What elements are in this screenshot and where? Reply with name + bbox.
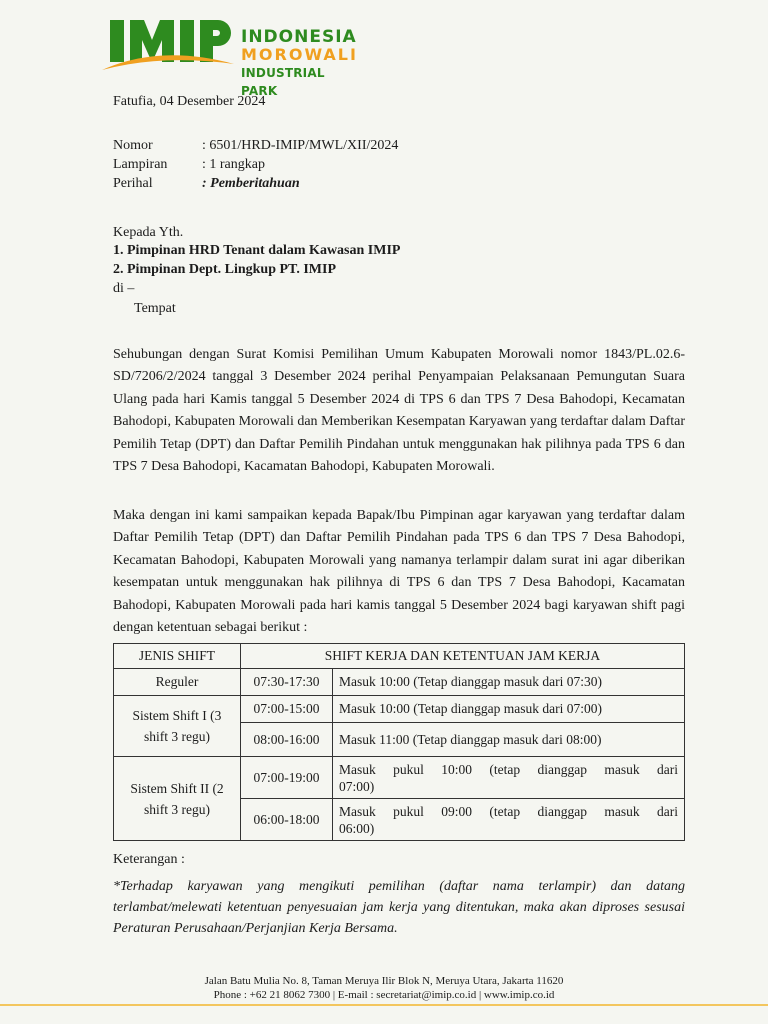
footer-contact: Phone : +62 21 8062 7300 | E-mail : secretariat@imip.co.id | www.imip.co.id: [213, 989, 555, 1001]
shift-table: [113, 643, 685, 841]
cell-time: 07:00-19:00: [241, 757, 333, 799]
recipient-2: 2. Pimpinan Dept. Lingkup PT. IMIP: [113, 262, 337, 277]
meta-label-nomor: Nomor: [113, 138, 153, 153]
logo-wordmark: [241, 28, 360, 100]
cell-rule-line-1: Masuk pukul 10:00 (tetap dianggap masuk dari: [339, 761, 678, 777]
meta-label-perihal: Perihal: [113, 176, 153, 191]
cell-time: 07:00-15:00: [241, 696, 333, 723]
recipient-di: di –: [113, 281, 135, 296]
header-jenis-shift: JENIS SHIFT: [114, 644, 241, 669]
cell-type-shift-1: Sistem Shift I (3 shift 3 regu): [114, 696, 241, 757]
cell-time: 06:00-18:00: [241, 799, 333, 841]
body-paragraph-1: Sehubungan dengan Surat Komisi Pemilihan Umum Kabupaten Morowali nomor 1843/PL.02.6-SD/7206/2/2024 tanggal 3 Desember 2024 perihal Penyampaian Pelaksanaan Pemungutan Suara Ulang pada hari Kamis tanggal 5 Desember 2024 di TPS 6 dan TPS 7 Desa Bahodopi, Kecamatan Bahodopi, Kabupaten Morowali dan Memberikan Kesempatan Karyawan yang terdaftar dalam Daftar Pemilih Tetap (DPT) dan Daftar Pemilih Pindahan untuk menggunakan hak pilihnya pada TPS 6 dan TPS 7 Desa Bahodopi, Kacamatan Bahodopi, Kabupaten Morowali.: [113, 347, 685, 475]
logo-line-indonesia: INDONESIA: [241, 27, 357, 47]
keterangan-text: *Terhadap karyawan yang mengikuti pemilihan (daftar nama terlampir) dan datang terlambat/melewati ketentuan penyesuaian jam kerja yang ditentukan, maka akan diproses sesusai Peraturan Perusahaan/Perjanjian Kerja Bersama.: [113, 879, 685, 936]
table-row: [114, 669, 685, 696]
company-logo: [100, 14, 360, 98]
cell-time: 07:30-17:30: [241, 669, 333, 696]
logo-line-industrial-park: INDUSTRIAL PARK: [241, 66, 325, 98]
cell-rule: Masuk 10:00 (Tetap dianggap masuk dari 07:30): [333, 669, 685, 696]
cell-rule-line-2: 06:00): [339, 820, 375, 836]
table-row: [114, 757, 685, 799]
letter-date: Fatufia, 04 Desember 2024: [113, 94, 266, 109]
meta-value-perihal: : Pemberitahuan: [202, 176, 300, 191]
recipient-place: Tempat: [134, 301, 176, 316]
cell-type-reguler: Reguler: [114, 669, 241, 696]
meta-value-nomor: : 6501/HRD-IMIP/MWL/XII/2024: [202, 138, 399, 153]
cell-type-shift-2: Sistem Shift II (2 shift 3 regu): [114, 757, 241, 841]
cell-rule: [333, 757, 685, 799]
logo-line-morowali: MOROWALI: [241, 45, 358, 64]
cell-rule-line-1: Masuk pukul 09:00 (tetap dianggap masuk dari: [339, 803, 678, 819]
header-shift-kerja: SHIFT KERJA DAN KETENTUAN JAM KERJA: [241, 644, 685, 669]
greeting: Kepada Yth.: [113, 225, 184, 240]
meta-value-lampiran: : 1 rangkap: [202, 157, 265, 172]
cell-rule: Masuk 11:00 (Tetap dianggap masuk dari 08:00): [333, 723, 685, 757]
imip-logo-mark: [100, 14, 236, 76]
cell-time: 08:00-16:00: [241, 723, 333, 757]
table-row: [114, 696, 685, 723]
body-paragraph-2: Maka dengan ini kami sampaikan kepada Bapak/Ibu Pimpinan agar karyawan yang terdaftar dalam Daftar Pemilih Tetap (DPT) dan Daftar Pemilih Pindahan pada TPS 6 dan TPS 7 Desa Bahodopi, Kecamatan Bahodopi, Kabupaten Morowali yang namanya terlampir dalam surat ini agar diberikan kesempatan untuk menggunakan hak pilihnya di TPS 6 dan TPS 7 Desa Bahodopi, Kacamatan Bahodopi, Kabupaten Morowali pada hari kamis tanggal 5 Desember 2024 bagi karyawan shift pagi dengan ketentuan sebagai berikut :: [113, 508, 685, 636]
meta-label-lampiran: Lampiran: [113, 157, 168, 172]
footer-address: Jalan Batu Mulia No. 8, Taman Meruya Ilir Blok N, Meruya Utara, Jakarta 11620: [204, 975, 564, 987]
footer-divider: [0, 1004, 768, 1006]
recipient-1: 1. Pimpinan HRD Tenant dalam Kawasan IMIP: [113, 243, 401, 258]
cell-rule: [333, 799, 685, 841]
cell-rule: Masuk 10:00 (Tetap dianggap masuk dari 07:00): [333, 696, 685, 723]
keterangan-label: Keterangan :: [113, 852, 185, 867]
table-header-row: [114, 644, 685, 669]
cell-rule-line-2: 07:00): [339, 778, 375, 794]
